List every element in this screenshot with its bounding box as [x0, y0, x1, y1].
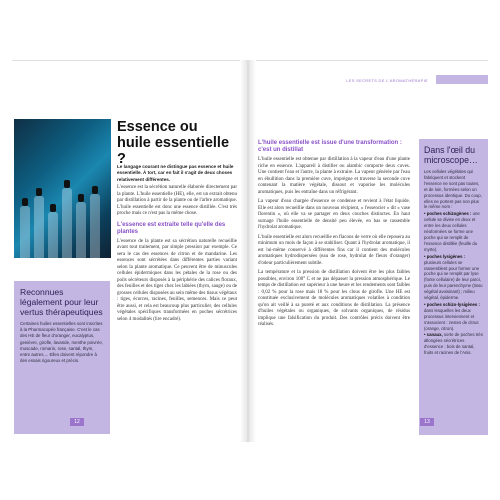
box-text: Certaines huiles essentielles sont inscrites à la Pharmacopée française. C'est le cas des HE de fleur d'oranger, eucalyptus, genièvre, girofle, lavande, menthe poivrée, muscade, romarin, rose, santal, thym, entre autres.... Elles doivent répondre à des essais rigoureux et précis.: [20, 321, 103, 364]
essential-oil-bottles-photo: [14, 119, 111, 258]
paragraph: La vapeur d'eau chargée d'essence se condense et revient à l'état liquide. Elle est alors recueillie dans un nouveau récipient, « l'essencier » dit « vase florentin », où elle va se partager en deux couches distinctes. En haut surnage l'huile essentielle de densité peu élevée, en bas se rassemble l'hydrolat aromatique.: [258, 199, 410, 230]
bottle-shape: [90, 194, 100, 258]
bottle-shape: [76, 202, 86, 258]
section-subhead: L'essence est extraite telle qu'elle des plantes: [117, 221, 226, 235]
bottle-shape: [62, 188, 72, 258]
left-body-text: [117, 185, 237, 326]
article-lead: Le langage courant ne distingue pas essence et huile essentielle. À tort, car en fait il s'agit de deux choses relativement différentes.: [117, 164, 234, 182]
page-number-left: 12: [70, 418, 84, 426]
bottle-shape: [34, 196, 44, 258]
bottle-shape: [20, 206, 30, 258]
paragraph: L'essence est la sécrétion naturelle élaborée directement par la plante. L'huile essentielle (HE), elle, est un extrait obtenu par distillation à partir de la plante ou de l'arbre aromatique. L'huile essentielle est donc une essence distillée. C'est très proche mais ce n'est pas la même chose.: [117, 185, 237, 216]
book-gutter: [240, 60, 256, 442]
sidebar-title: Dans l'œil du microscope…: [424, 145, 478, 165]
page-number-right: 13: [420, 418, 434, 426]
sidebar-item: • poches lysigènes : plusieurs cellules se rassemblent pour former une poche qui se remplit par lyse (fonte cellulaire) de leur paroi, puis de leur parenchyme (tissu végétal avoisinant) ; milieu végétal, épiderme.: [424, 253, 483, 301]
sidebar-item: • poches schizo-lysigènes : dans lesquelles les deux processus interviennent et s'associent : zestes de citrus (orange, citron).: [424, 301, 480, 331]
box-title: Reconnues légalement pour leur vertus thérapeutiques: [20, 287, 103, 317]
paragraph: L'huile essentielle est alors recueillie en flacons de verre où elle reposera au minimum un mois de façon à se stabiliser. Quant à l'hydrolat aromatique, il est lui-même conservé à différentes fins car il contient des molécules aromatiques hydrodispersées (eau de rose, hydrolat de fleurs d'oranger) d'odeur particulièrement subtile.: [258, 234, 410, 266]
bottle-shape: [48, 212, 58, 258]
legal-recognition-box: [14, 281, 110, 434]
paragraph: L'essence de la plante est sa sécrétion naturelle recueillie avant tout traitement, par simple pression par exemple. Ce sera le cas des essences de citron et de mandarine. Les essences sont sécrétées dans différentes parties variant selon la plante aromatique. Ce peuvent être de minuscules cellules épidermiques dans les pétales de la rose ou des poils sécréteurs disposés à la périphérie des calices floraux, des feuilles et des tiges chez les labiées (thym, sauge) ou de grosses cellules disposées au sein même des tissus végétaux : tiges, écorces, racines, feuilles, semences. Mais ce peut être aussi, et cela est beaucoup plus particulier, des cellules végétales spécifiques transformées en poches sécrétrices selon 4 modalités (lire encadré).: [117, 238, 237, 322]
sidebar-item: • poches schizogènes : une cellule se divise en deux et entre les deux cellules néoformées se forme une poche qui se remplit de l'essence distillée (feuille du myrte).: [424, 211, 480, 252]
left-page: [12, 67, 240, 435]
right-page: [256, 67, 488, 435]
paragraph: La température et la pression de distillation doivent être les plus faibles possibles, environ 100° C et ne pas dépasser la pression atmosphérique. Le temps de distillation est supérieur à une heure et les rendements sont faibles : 0,02 % pour la rose mais 18 % pour les clous de girofle. Une HE est constituée exclusivement de molécules aromatiques volatiles à condition qu'on ait veillé à sa pureté et aux conditions de distillation. La présence d'huiles végétales ou organiques, de solvants organiques, de résidus implique une falsification du produit. Des contrôles précis doivent être réalisés.: [258, 270, 410, 327]
right-body-text: [258, 140, 410, 332]
running-head-bar: [436, 75, 488, 84]
running-head: LES SECRETS DE L'AROMATHÉRAPIE: [346, 78, 428, 83]
paragraph: L'huile essentielle est obtenue par distillation à la vapeur d'eau d'une plante riche en essence. L'appareil à distiller ou alambic comporte deux cuves. Une contient l'eau et l'autre, la plante à extraire. La vapeur générée par l'eau en ébullition dans la première cuve, imprègne et traverse la seconde cuve contenant la matière végétale, dissout et vaporise les molécules aromatiques, puis les entraîne dans un réfrigérant.: [258, 157, 410, 195]
microscope-sidebar: [419, 139, 488, 435]
sidebar-item: Les cellules végétales qui fabriquent et stockent l'essence ne sont pas toutes, et de loin, formées selon un processus identique. Du coup, elles ne portent pas non plus le même nom :: [424, 169, 482, 210]
section-subhead: L'huile essentielle est issue d'une transformation : c'est un distillat: [258, 140, 402, 153]
article-title: Essence ou huile essentielle ?: [117, 119, 230, 167]
sidebar-item: • canaux, sorte de poches très allongées sécrétrices d'essence : bois de santal, fruits et racines de l'Anis.: [424, 332, 483, 356]
